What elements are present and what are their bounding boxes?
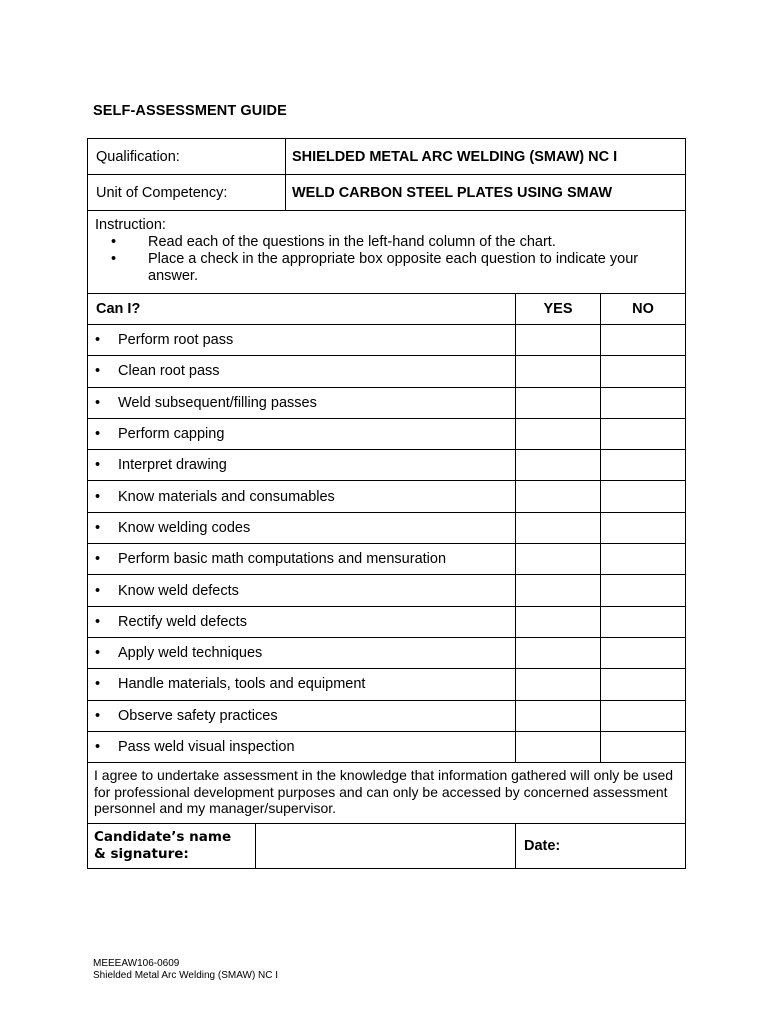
checklist-row — [88, 481, 686, 512]
date-label: Date: — [524, 837, 561, 854]
no-checkbox[interactable] — [601, 575, 686, 606]
yes-checkbox[interactable] — [516, 606, 601, 637]
bullet-icon: • — [95, 332, 101, 349]
no-checkbox[interactable] — [601, 325, 686, 356]
checklist-row — [88, 669, 686, 700]
instruction-cell — [88, 211, 686, 294]
no-checkbox[interactable] — [601, 700, 686, 731]
checklist-question: • Know welding codes — [88, 512, 516, 543]
qualification-label: Qualification: — [88, 139, 286, 175]
no-checkbox[interactable] — [601, 606, 686, 637]
yes-checkbox[interactable] — [516, 418, 601, 449]
unit-value: WELD CARBON STEEL PLATES USING SMAW — [286, 175, 686, 211]
checklist-row — [88, 325, 686, 356]
checklist-row — [88, 637, 686, 668]
instruction-row — [88, 211, 686, 294]
bullet-icon: • — [111, 251, 117, 267]
checklist-row — [88, 387, 686, 418]
no-checkbox[interactable] — [601, 387, 686, 418]
candidate-signature-field[interactable] — [256, 823, 516, 868]
instruction-item: • Read each of the questions in the left-hand column of the chart. — [111, 234, 556, 250]
no-checkbox[interactable] — [601, 450, 686, 481]
yes-checkbox[interactable] — [516, 387, 601, 418]
checklist-question: • Clean root pass — [88, 356, 516, 387]
instruction-label: Instruction: — [95, 217, 166, 233]
no-checkbox[interactable] — [601, 637, 686, 668]
yes-checkbox[interactable] — [516, 325, 601, 356]
yes-checkbox[interactable] — [516, 544, 601, 575]
checklist-row — [88, 356, 686, 387]
question-header: Can I? — [88, 294, 516, 325]
yes-checkbox[interactable] — [516, 450, 601, 481]
self-assessment-table — [87, 138, 686, 869]
checklist-question: • Weld subsequent/filling passes — [88, 387, 516, 418]
yes-checkbox[interactable] — [516, 481, 601, 512]
yes-checkbox[interactable] — [516, 669, 601, 700]
yes-checkbox[interactable] — [516, 356, 601, 387]
checklist-question: • Observe safety practices — [88, 700, 516, 731]
no-header: NO — [601, 294, 686, 325]
yes-header: YES — [516, 294, 601, 325]
agreement-text: I agree to undertake assessment in the knowledge that information gathered will only be used for professional development purposes and can only be accessed by concerned assessment personnel and my manager/supervisor. — [88, 763, 686, 824]
instruction-item: • Place a check in the appropriate box opposite each question to indicate your answer. — [111, 251, 639, 284]
footer-qualification: Shielded Metal Arc Welding (SMAW) NC I — [93, 970, 279, 981]
bullet-icon: • — [95, 488, 101, 505]
yes-checkbox[interactable] — [516, 512, 601, 543]
bullet-icon: • — [95, 363, 101, 380]
bullet-icon: • — [95, 551, 101, 568]
checklist-question: • Rectify weld defects — [88, 606, 516, 637]
bullet-icon: • — [95, 519, 101, 536]
page-title: SELF-ASSESSMENT GUIDE — [93, 103, 287, 119]
bullet-icon: • — [95, 426, 101, 443]
unit-row — [88, 175, 686, 211]
checklist-question: • Apply weld techniques — [88, 637, 516, 668]
bullet-icon: • — [95, 676, 101, 693]
yes-checkbox[interactable] — [516, 637, 601, 668]
checklist-header-row — [88, 294, 686, 325]
no-checkbox[interactable] — [601, 731, 686, 762]
no-checkbox[interactable] — [601, 418, 686, 449]
checklist-row — [88, 700, 686, 731]
unit-label: Unit of Competency: — [88, 175, 286, 211]
no-checkbox[interactable] — [601, 356, 686, 387]
no-checkbox[interactable] — [601, 512, 686, 543]
checklist-row — [88, 512, 686, 543]
bullet-icon: • — [95, 582, 101, 599]
footer — [93, 958, 278, 982]
no-checkbox[interactable] — [601, 669, 686, 700]
bullet-icon: • — [111, 234, 117, 250]
checklist-question: • Pass weld visual inspection — [88, 731, 516, 762]
yes-checkbox[interactable] — [516, 700, 601, 731]
checklist-question: • Perform capping — [88, 418, 516, 449]
checklist-row — [88, 544, 686, 575]
checklist-row — [88, 418, 686, 449]
checklist-body — [88, 325, 686, 763]
no-checkbox[interactable] — [601, 481, 686, 512]
checklist-question: • Interpret drawing — [88, 450, 516, 481]
yes-checkbox[interactable] — [516, 575, 601, 606]
bullet-icon: • — [95, 739, 101, 755]
checklist-question: • Perform root pass — [88, 325, 516, 356]
checklist-question: • Handle materials, tools and equipment — [88, 669, 516, 700]
qualification-row — [88, 139, 686, 175]
bullet-icon: • — [95, 645, 101, 662]
bullet-icon: • — [95, 394, 101, 411]
bullet-icon: • — [95, 457, 101, 474]
bullet-icon: • — [95, 707, 101, 724]
candidate-label: Candidate’s name & signature: — [88, 823, 256, 868]
yes-checkbox[interactable] — [516, 731, 601, 762]
date-field[interactable] — [516, 823, 686, 868]
checklist-question: • Perform basic math computations and mensuration — [88, 544, 516, 575]
checklist-row — [88, 450, 686, 481]
agreement-row — [88, 763, 686, 824]
checklist-row — [88, 731, 686, 762]
bullet-icon: • — [95, 613, 101, 630]
signature-row — [88, 823, 686, 868]
qualification-value: SHIELDED METAL ARC WELDING (SMAW) NC I — [286, 139, 686, 175]
checklist-question: • Know weld defects — [88, 575, 516, 606]
instruction-list — [95, 234, 677, 285]
checklist-row — [88, 606, 686, 637]
checklist-question: • Know materials and consumables — [88, 481, 516, 512]
footer-code: MEEEAW106-0609 — [93, 958, 180, 969]
checklist-row — [88, 575, 686, 606]
no-checkbox[interactable] — [601, 544, 686, 575]
